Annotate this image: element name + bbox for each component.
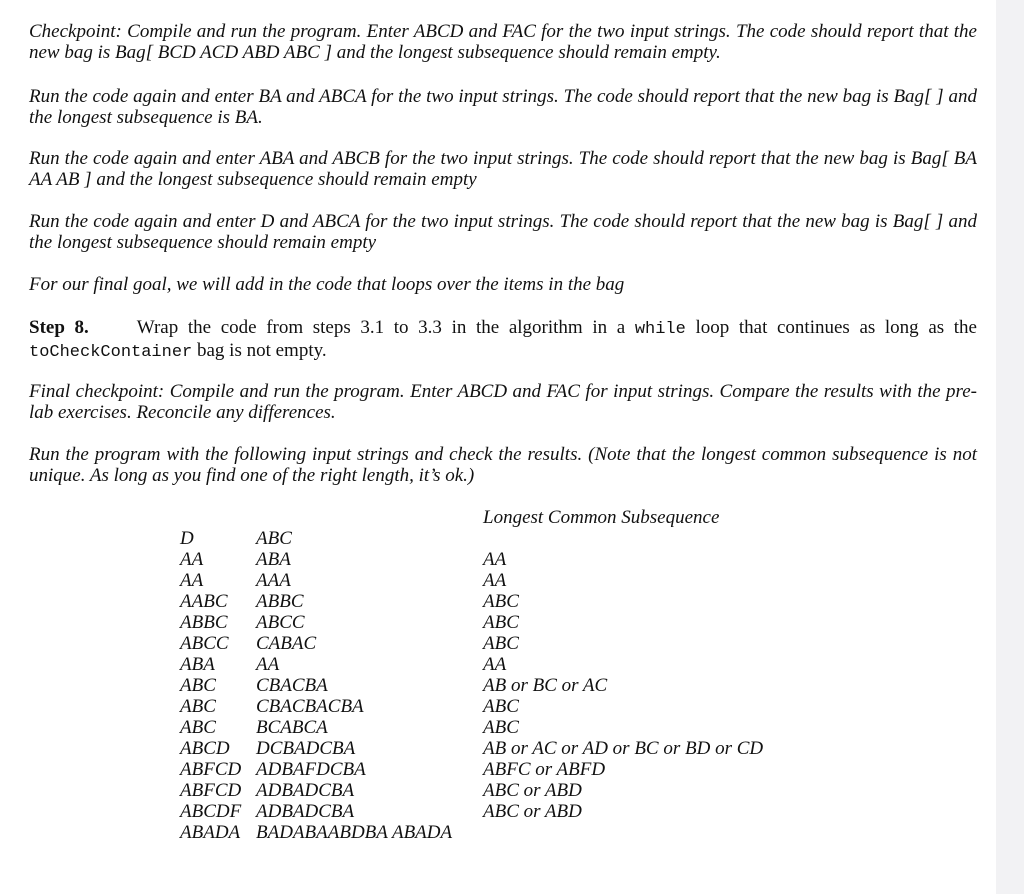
- lcs-cell: ABC or ABD: [483, 780, 582, 801]
- string-1-cell: ABCDF: [180, 801, 242, 822]
- step-8-text-c: bag is not empty.: [192, 340, 327, 361]
- run-d-paragraph: Run the code again and enter D and ABCA for the two input strings. The code should report that the new bag is Bag[ ] and the longest subsequence should remain empty: [29, 211, 977, 253]
- string-1-cell: AA: [180, 570, 204, 591]
- string-2-cell: DCBADCBA: [256, 738, 356, 759]
- lcs-cell: ABC: [483, 717, 519, 738]
- step-8-code-while: while: [634, 320, 686, 339]
- string-2-cell: AAA: [256, 570, 291, 591]
- string-1-cell: ABBC: [180, 612, 228, 633]
- run-instructions-paragraph: Run the program with the following input strings and check the results. (Note that the longest common subsequence is not unique. As long as you find one of the right length, it’s ok.): [29, 444, 977, 486]
- string-2-cell: BCABCA: [256, 717, 328, 738]
- final-checkpoint-paragraph: Final checkpoint: Compile and run the program. Enter ABCD and FAC for input strings. Compare the results with the pre-lab exercises. Reconcile any differences.: [29, 381, 977, 423]
- lcs-cell: ABFC or ABFD: [483, 759, 606, 780]
- lcs-cell: ABC: [483, 633, 519, 654]
- string-1-cell: ABC: [180, 717, 216, 738]
- string-2-cell: AA: [256, 654, 280, 675]
- string-2-cell: ADBAFDCBA: [256, 759, 366, 780]
- lcs-cell: AB or BC or AC: [483, 675, 608, 696]
- lcs-cell: AA: [483, 549, 507, 570]
- string-1-cell: AA: [180, 549, 204, 570]
- string-1-cell: ABC: [180, 696, 216, 717]
- string-1-cell: ABC: [180, 675, 216, 696]
- step-8-text-b: loop that continues as long as the: [685, 317, 977, 338]
- string-2-cell: CBACBACBA: [256, 696, 364, 717]
- lcs-cell: AA: [483, 570, 507, 591]
- step-8-paragraph: [29, 317, 977, 363]
- lcs-cell: ABC: [483, 612, 519, 633]
- checkpoint-paragraph: Checkpoint: Compile and run the program. Enter ABCD and FAC for the two input strings. The code should report that the new bag is Bag[ BCD ACD ABD ABC ] and the longest subsequence should remain empty.: [29, 21, 977, 63]
- lcs-cell: ABC: [483, 696, 519, 717]
- final-goal-paragraph: For our final goal, we will add in the code that loops over the items in the bag: [29, 274, 625, 295]
- string-2-cell: ABC: [256, 528, 292, 549]
- lcs-cell: AB or AC or AD or BC or BD or CD: [483, 738, 764, 759]
- run-ba-paragraph: Run the code again and enter BA and ABCA for the two input strings. The code should report that the new bag is Bag[ ] and the longest subsequence is BA.: [29, 86, 977, 128]
- string-1-cell: ABADA: [180, 822, 241, 843]
- string-1-cell: ABFCD: [180, 780, 242, 801]
- string-2-cell: CABAC: [256, 633, 317, 654]
- string-1-cell: ABA: [180, 654, 215, 675]
- run-aba-paragraph: Run the code again and enter ABA and ABCB for the two input strings. The code should report that the new bag is Bag[ BA AA AB ] and the longest subsequence should remain empty: [29, 148, 977, 190]
- string-1-cell: ABCD: [180, 738, 230, 759]
- string-2-cell: ADBADCBA: [256, 780, 355, 801]
- string-1-cell: ABFCD: [180, 759, 242, 780]
- step-8-label: Step 8.: [29, 317, 89, 338]
- string-2-cell: ABCC: [256, 612, 305, 633]
- string-2-cell: ADBADCBA: [256, 801, 355, 822]
- string-1-cell: AABC: [180, 591, 228, 612]
- lcs-cell: ABC or ABD: [483, 801, 582, 822]
- string-1-cell: D: [180, 528, 194, 549]
- right-gutter: [996, 0, 1024, 894]
- lcs-cell: ABC: [483, 591, 519, 612]
- string-2-cell: ABA: [256, 549, 291, 570]
- string-2-cell: CBACBA: [256, 675, 328, 696]
- step-8-code-container: toCheckContainer: [29, 343, 193, 362]
- lcs-cell: AA: [483, 654, 507, 675]
- string-2-cell: BADABAABDBA ABADA: [256, 822, 453, 843]
- step-8-text-a: Wrap the code from steps 3.1 to 3.3 in the algorithm in a: [136, 317, 635, 338]
- lcs-column-header: Longest Common Subsequence: [483, 507, 720, 528]
- string-1-cell: ABCC: [180, 633, 229, 654]
- string-2-cell: ABBC: [256, 591, 304, 612]
